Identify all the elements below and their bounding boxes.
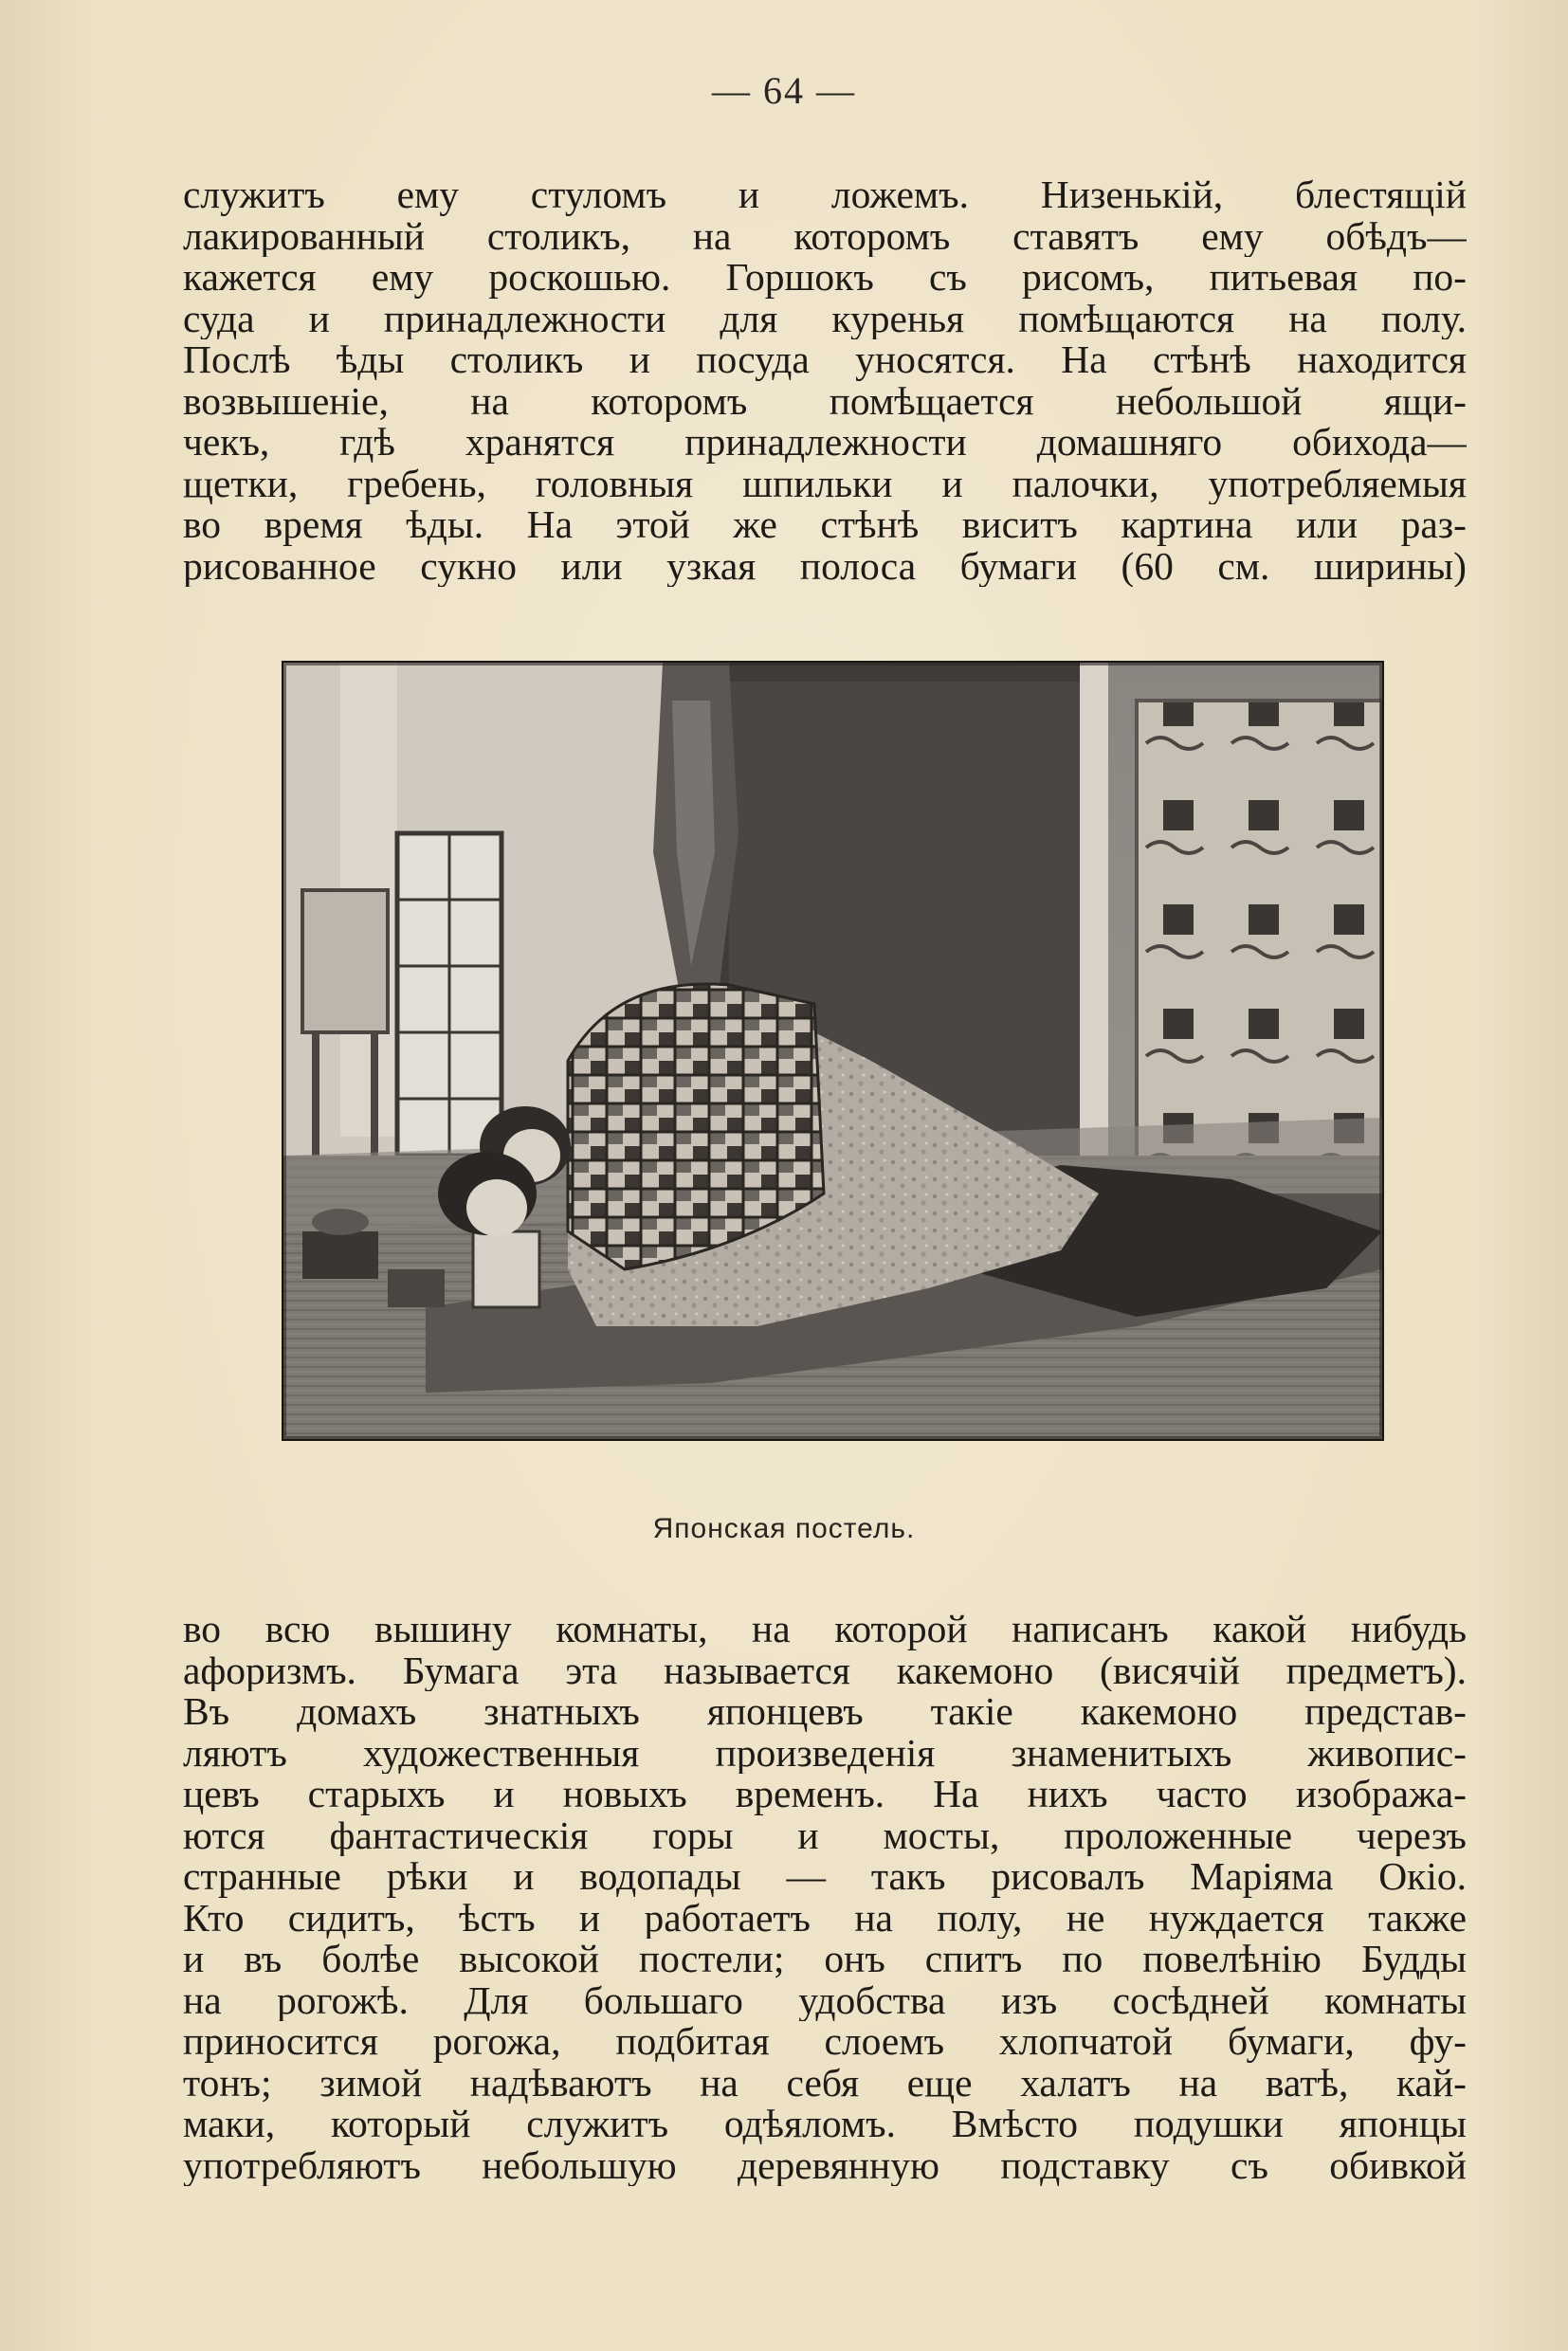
page-number: — 64 — [712,69,856,112]
paragraph-top [183,174,1467,587]
text-line: маки, который служитъ одѣяломъ. Вмѣсто подушки японцы [183,2104,1467,2145]
photograph-japanese-bed [282,661,1384,1441]
text-line: служитъ ему стуломъ и ложемъ. Низенькій, блестящій [183,174,1467,216]
text-line: и въ болѣе высокой постели; онъ спитъ по повелѣнію Будды [183,1939,1467,1980]
text-line: на рогожѣ. Для большаго удобства изъ сосѣдней комнаты [183,1979,1467,2021]
text-line: ляютъ художественныя произведенія знаменитыхъ живопис- [183,1732,1467,1774]
text-line: кажется ему роскошью. Горшокъ съ рисомъ, питьевая по- [183,257,1467,299]
text-line: щетки, гребень, головныя шпильки и палочки, употребляемыя [183,463,1467,504]
text-line: Послѣ ѣды столикъ и посуда уносятся. На стѣнѣ находится [183,339,1467,381]
text-line: во время ѣды. На этой же стѣнѣ виситъ картина или раз- [183,504,1467,546]
text-line: цевъ старыхъ и новыхъ временъ. На нихъ часто изобража- [183,1774,1467,1815]
text-line: суда и принадлежности для куренья помѣщаются на полу. [183,298,1467,339]
text-line: лакированный столикъ, на которомъ ставятъ ему обѣдъ— [183,215,1467,257]
text-line: рисованное сукно или узкая полоса бумаги (60 см. ширины) [183,545,1467,587]
figure-caption: Японская постель. [652,1513,916,1544]
text-line: странные рѣки и водопады — такъ рисовалъ Маріяма Окіо. [183,1856,1467,1898]
text-line: употребляютъ небольшую деревянную подставку съ обивкой [183,2144,1467,2186]
text-line: Кто сидитъ, ѣстъ и работаетъ на полу, не нуждается также [183,1897,1467,1939]
paragraph-bottom [183,1609,1467,2186]
text-line: Въ домахъ знатныхъ японцевъ такіе какемоно представ- [183,1691,1467,1733]
text-line: приносится рогожа, подбитая слоемъ хлопчатой бумаги, фу- [183,2021,1467,2063]
text-line: афоризмъ. Бумага эта называется какемоно (висячій предметъ). [183,1649,1467,1691]
text-line: тонъ; зимой надѣваютъ на себя еще халатъ на ватѣ, кай- [183,2062,1467,2104]
text-line: чекъ, гдѣ хранятся принадлежности домашняго обихода— [183,422,1467,464]
photo-illustration [283,663,1382,1439]
text-line: во всю вышину комнаты, на которой написанъ какой нибудь [183,1609,1467,1650]
text-line: возвышеніе, на которомъ помѣщается небольшой ящи- [183,380,1467,422]
text-line: ются фантастическія горы и мосты, проложенные черезъ [183,1814,1467,1856]
